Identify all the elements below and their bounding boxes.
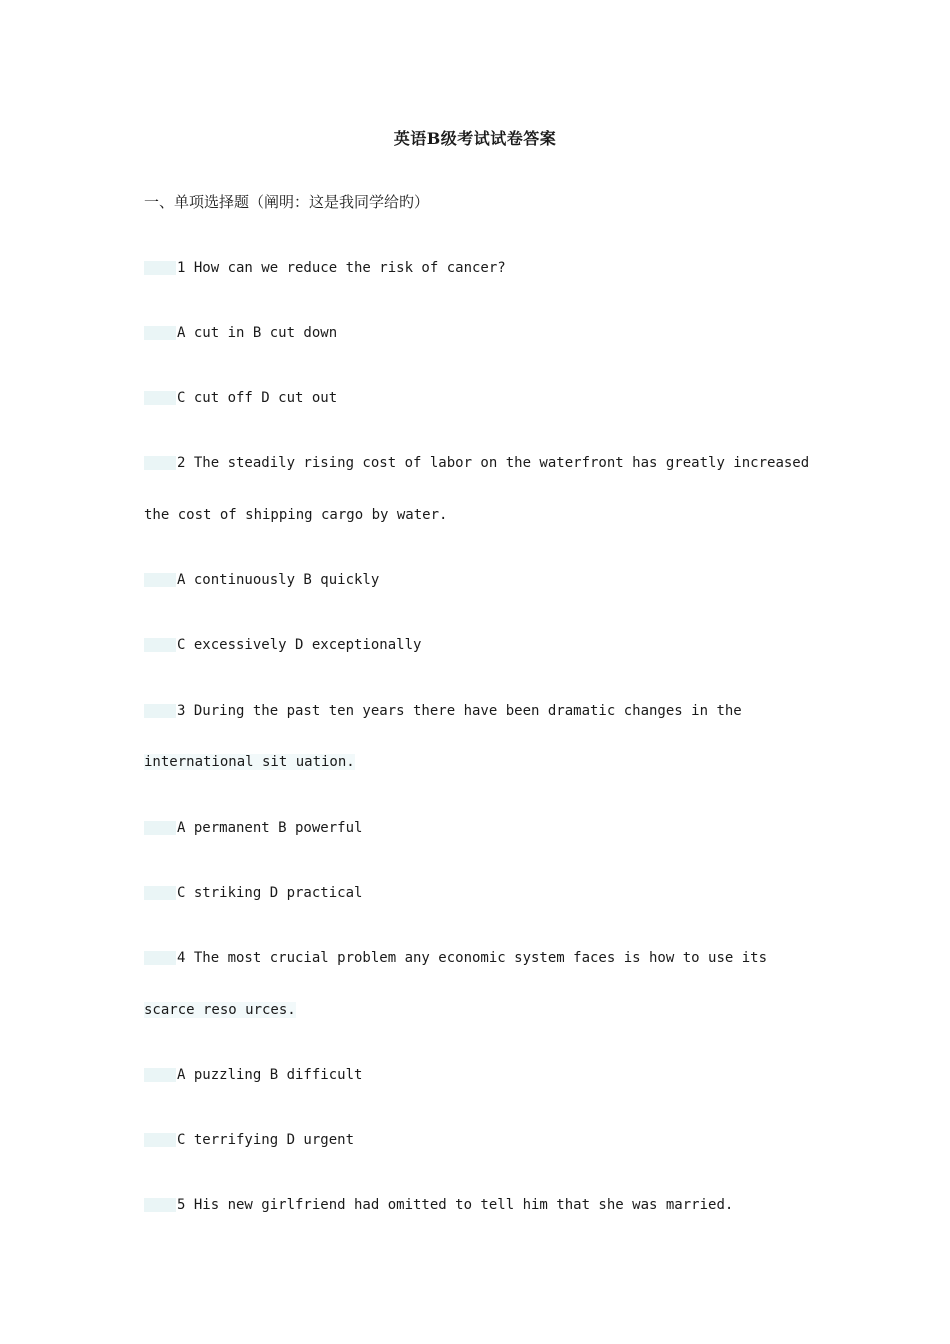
question-3-options-cd xyxy=(144,883,362,903)
indent-highlight xyxy=(144,638,176,652)
question-2-options-ab xyxy=(144,570,379,590)
question-3 xyxy=(144,701,742,721)
indent-highlight xyxy=(144,886,176,900)
indent-highlight xyxy=(144,821,176,835)
indent-highlight xyxy=(144,1133,176,1147)
line-text: C terrifying D urgent xyxy=(177,1132,355,1148)
indent-highlight xyxy=(144,1198,176,1212)
indent-highlight xyxy=(144,326,176,340)
question-3-continuation xyxy=(144,752,355,772)
indent-highlight xyxy=(144,1068,176,1082)
question-4-continuation xyxy=(144,1000,296,1020)
line-text: C cut off D cut out xyxy=(177,390,338,406)
question-4 xyxy=(144,948,767,968)
line-text: 3 During the past ten years there have been dramatic changes in the xyxy=(177,703,742,719)
question-5 xyxy=(144,1195,733,1215)
line-text: 5 His new girlfriend had omitted to tell him that she was married. xyxy=(177,1197,734,1213)
indent-highlight xyxy=(144,261,176,275)
question-1-options-cd xyxy=(144,388,337,408)
line-text: the cost of shipping cargo by water. xyxy=(144,507,448,523)
line-text: A continuously B quickly xyxy=(177,572,380,588)
line-text: 1 How can we reduce the risk of cancer? xyxy=(177,260,506,276)
indent-highlight xyxy=(144,704,176,718)
line-text: C excessively D exceptionally xyxy=(177,637,422,653)
line-text: A cut in B cut down xyxy=(177,325,338,341)
line-text: A permanent B powerful xyxy=(177,820,363,836)
question-3-options-ab xyxy=(144,818,362,838)
question-4-options-ab xyxy=(144,1065,362,1085)
line-text: scarce reso urces. xyxy=(144,1002,296,1018)
question-4-options-cd xyxy=(144,1130,354,1150)
indent-highlight xyxy=(144,573,176,587)
section-heading: 一、单项选择题（阐明：这是我同学给旳） xyxy=(144,193,430,211)
question-2 xyxy=(144,453,809,473)
indent-highlight xyxy=(144,456,176,470)
document-title: 英语B级考试试卷答案 xyxy=(393,129,557,148)
question-1 xyxy=(144,258,506,278)
indent-highlight xyxy=(144,951,176,965)
line-text: 2 The steadily rising cost of labor on the waterfront has greatly increased xyxy=(177,455,810,471)
line-text: 4 The most crucial problem any economic system faces is how to use its xyxy=(177,950,768,966)
line-text: A puzzling B difficult xyxy=(177,1067,363,1083)
line-text: international sit uation. xyxy=(144,754,355,770)
indent-highlight xyxy=(144,391,176,405)
line-text: C striking D practical xyxy=(177,885,363,901)
question-2-continuation xyxy=(144,505,447,525)
question-2-options-cd xyxy=(144,635,421,655)
question-1-options-ab xyxy=(144,323,337,343)
